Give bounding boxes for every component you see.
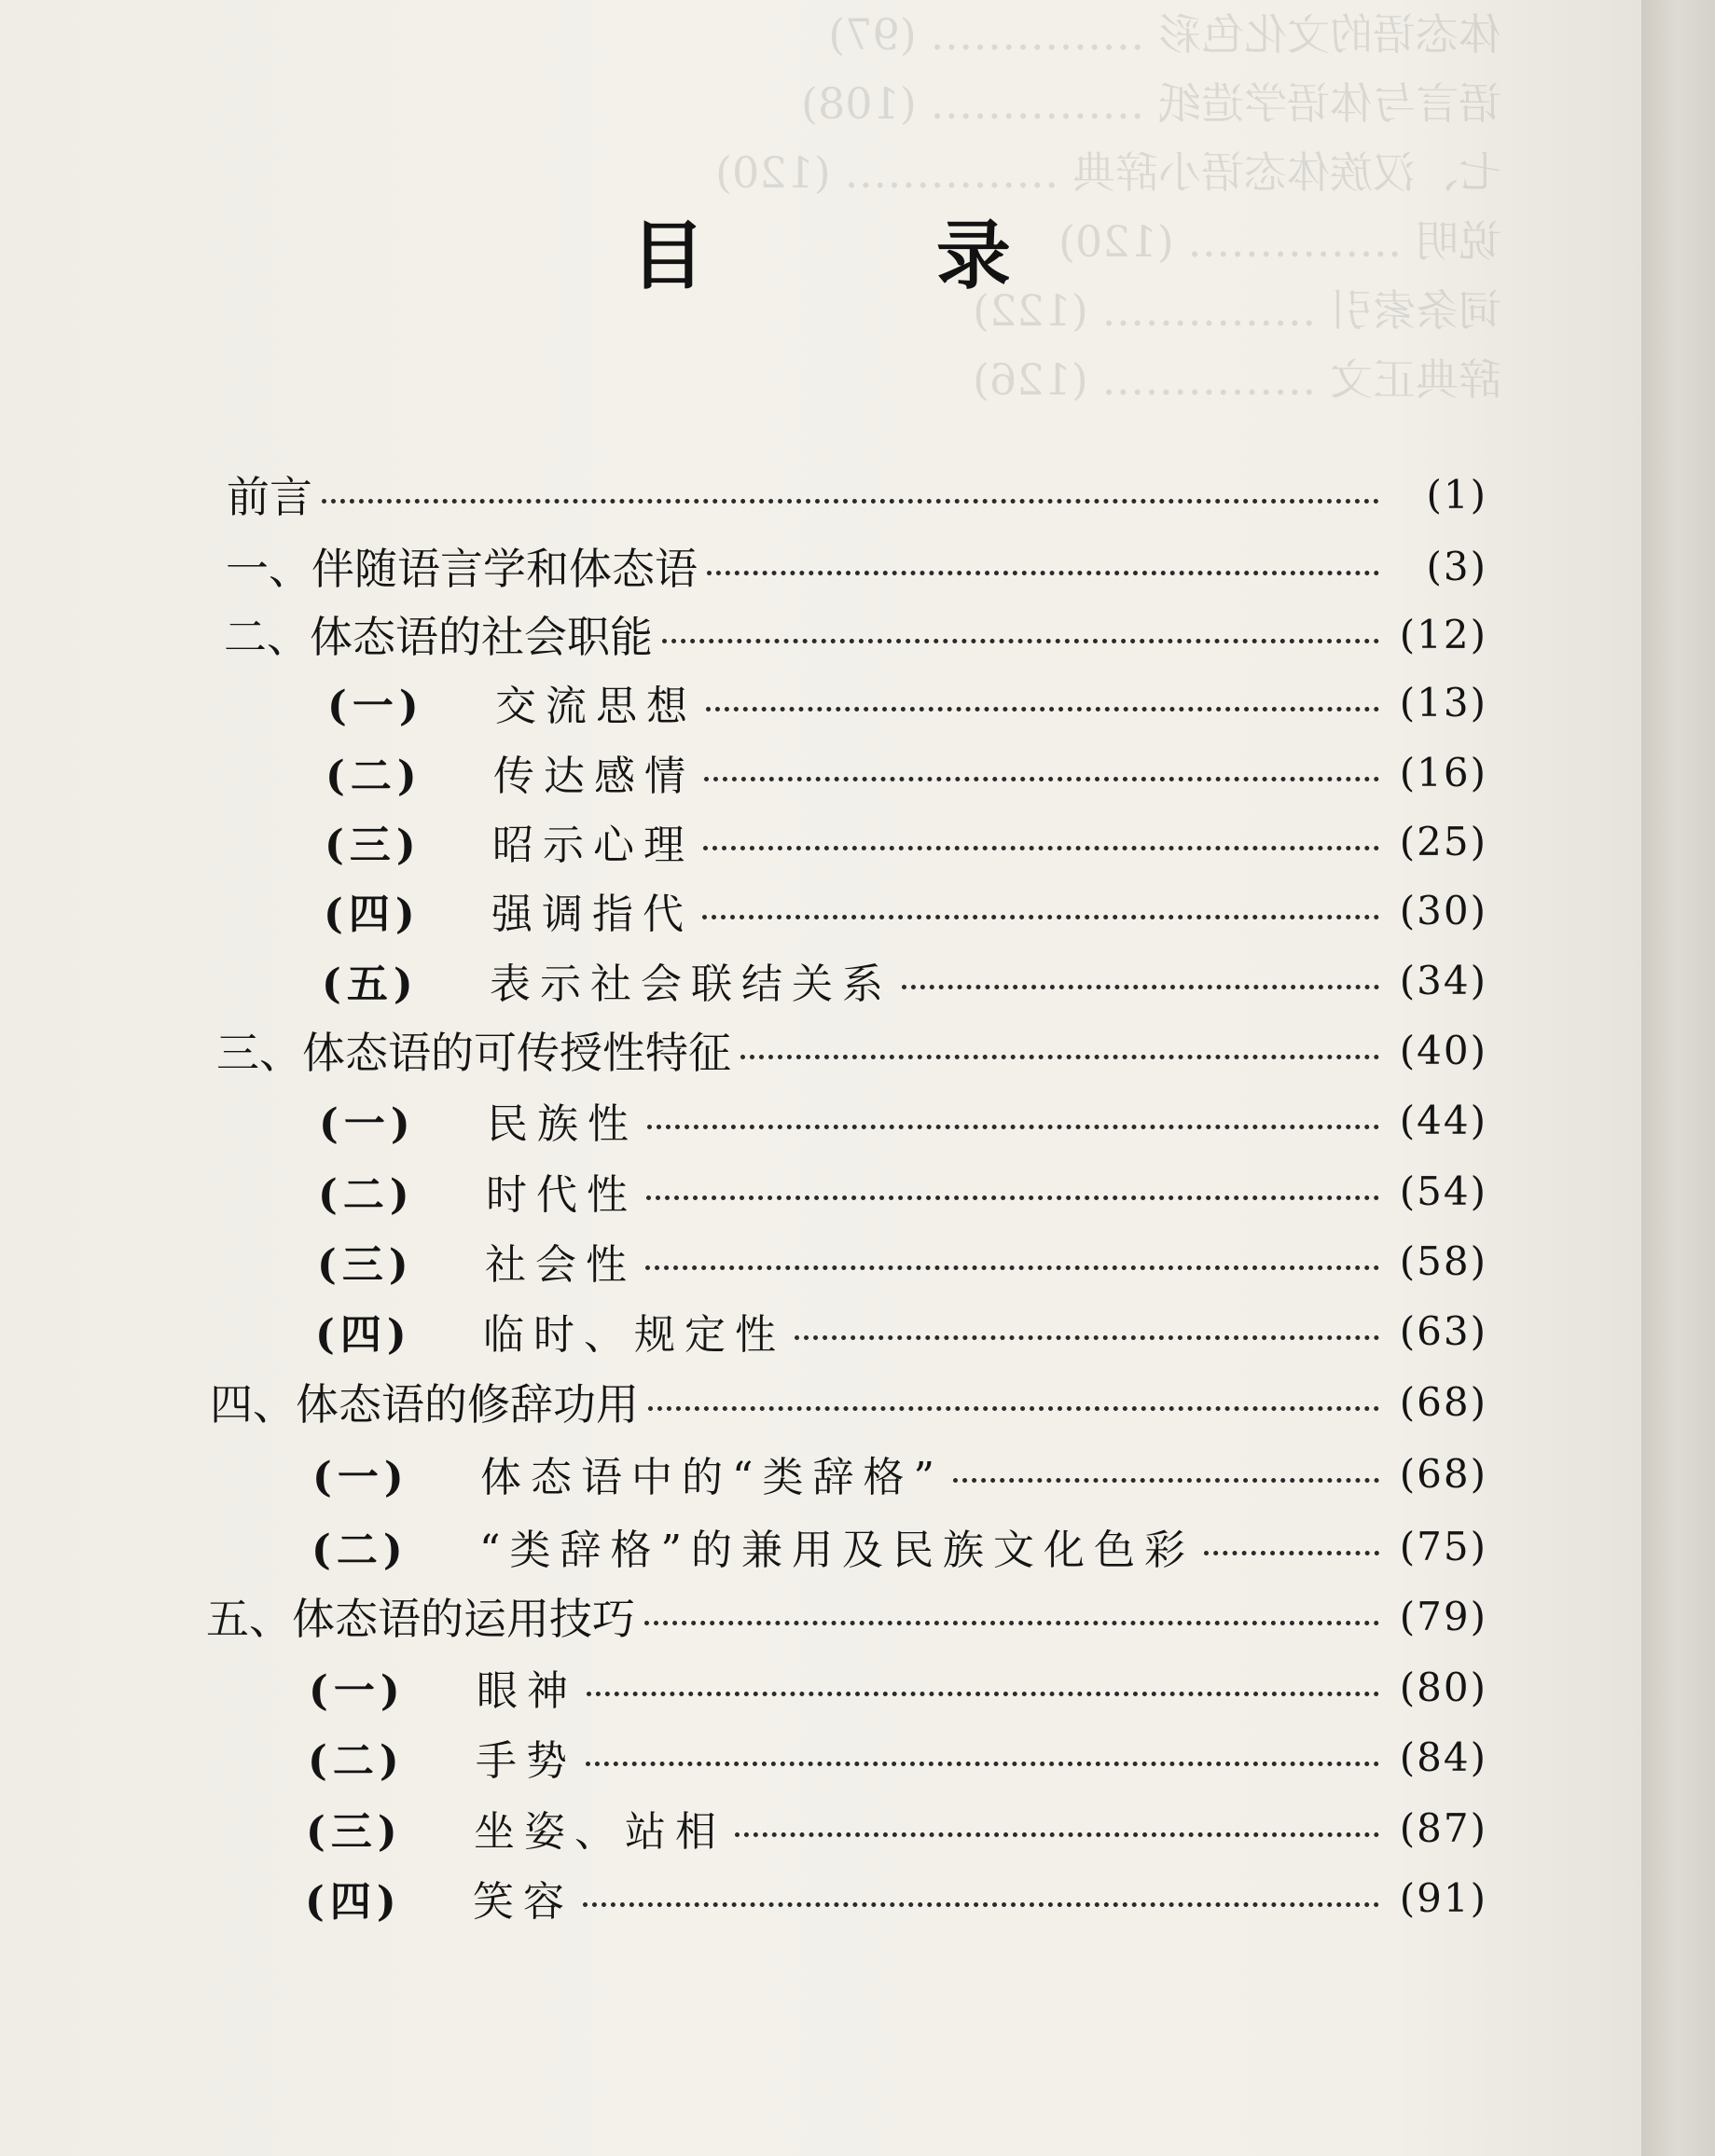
toc-entry-title: 强调指代 (491, 891, 693, 938)
toc-page-number: (91) (1399, 1874, 1487, 1921)
toc-page-number: (44) (1399, 1097, 1487, 1143)
dot-leader (704, 777, 1379, 781)
toc-chapter-row[interactable] (216, 1017, 1487, 1083)
toc-section-number: (二) (311, 1527, 408, 1574)
toc-page-number: (87) (1399, 1804, 1487, 1851)
toc-section-row[interactable] (318, 1158, 1487, 1223)
dot-leader (795, 1335, 1379, 1340)
dot-leader (702, 915, 1379, 919)
toc-entry-title: 一、伴随语言学和体态语 (226, 544, 698, 594)
toc-page-number: (68) (1399, 1450, 1487, 1497)
page-stack-edge (1641, 0, 1715, 2156)
toc-section-number: (二) (318, 1171, 415, 1219)
toc-page-number: (13) (1399, 679, 1487, 726)
toc-page-number: (79) (1399, 1593, 1487, 1639)
toc-page-number: (1) (1426, 471, 1487, 518)
toc-section-row[interactable] (311, 1513, 1487, 1579)
dot-leader (703, 846, 1379, 850)
toc-entry-title: 眼神 (477, 1667, 577, 1715)
toc-page-number: (63) (1399, 1307, 1487, 1354)
toc-section-number: (一) (309, 1667, 406, 1715)
page-title: 目 录 (630, 213, 1113, 299)
toc-chapter-row[interactable] (224, 601, 1487, 667)
toc-section-row[interactable] (319, 1087, 1487, 1153)
toc-entry-title: 表示社会联结关系 (490, 961, 892, 1008)
toc-entry-title: 笑容 (473, 1878, 574, 1926)
toc-page-number: (34) (1399, 957, 1487, 1003)
toc-page-number: (75) (1399, 1523, 1487, 1569)
toc-section-number: (一) (312, 1454, 409, 1501)
dot-leader (662, 639, 1379, 643)
toc-section-row[interactable] (305, 1865, 1487, 1930)
toc-entry-title: 手势 (476, 1737, 576, 1785)
dot-leader (586, 1762, 1379, 1766)
toc-entry-title: 前言 (227, 472, 312, 522)
bleed-line: 语言与体语学造纸 …………… (108) (801, 78, 1501, 129)
dot-leader (583, 1902, 1379, 1907)
toc-chapter-row[interactable] (210, 1369, 1487, 1434)
dot-leader (647, 1125, 1379, 1129)
dot-leader (740, 1055, 1379, 1059)
toc-section-row[interactable] (315, 1298, 1487, 1363)
bleed-line: 辞典正文 …………… (126) (973, 354, 1501, 405)
toc-page-number: (80) (1399, 1664, 1487, 1710)
toc-entry-title: 时代性 (486, 1171, 637, 1219)
toc-page-number: (12) (1399, 611, 1487, 657)
toc-section-number: (四) (324, 891, 421, 938)
toc-section-number: (一) (327, 683, 424, 730)
dot-leader (648, 1406, 1379, 1411)
toc-section-number: (四) (305, 1878, 402, 1926)
toc-section-row[interactable] (327, 670, 1487, 735)
toc-section-row[interactable] (306, 1795, 1487, 1860)
toc-section-row[interactable] (325, 808, 1487, 874)
toc-entry-title: 体态语中的“类辞格” (480, 1454, 944, 1501)
toc-entry-title: 五、体态语的运用技巧 (206, 1594, 635, 1644)
toc-section-row[interactable] (312, 1441, 1487, 1506)
toc-entry-title: 昭示心理 (492, 822, 694, 869)
toc-section-row[interactable] (324, 878, 1487, 943)
toc-page-number: (30) (1399, 887, 1487, 933)
toc-page-number: (68) (1399, 1378, 1487, 1425)
dot-leader (645, 1265, 1379, 1270)
dot-leader (706, 707, 1379, 712)
bleed-line: 体态语的文化色彩 …………… (97) (828, 9, 1501, 60)
toc-section-number: (三) (306, 1808, 403, 1856)
toc-page-number: (3) (1426, 543, 1487, 589)
toc-entry-title: 交流思想 (495, 683, 697, 730)
toc-chapter-row[interactable] (227, 462, 1487, 527)
toc-page-number: (40) (1399, 1027, 1487, 1073)
toc-entry-title: 民族性 (487, 1100, 638, 1148)
toc-section-row[interactable] (308, 1724, 1487, 1790)
toc-chapter-row[interactable] (226, 533, 1487, 599)
dot-leader (902, 985, 1379, 989)
toc-chapter-row[interactable] (206, 1583, 1487, 1649)
toc-page-number: (25) (1399, 818, 1487, 864)
toc-section-number: (二) (308, 1737, 405, 1785)
bleed-line: 词条索引 …………… (122) (973, 285, 1501, 336)
toc-entry-title: 传达感情 (493, 753, 695, 800)
toc-entry-title: 二、体态语的社会职能 (224, 612, 653, 662)
toc-section-row[interactable] (325, 739, 1487, 805)
bleed-line: 说明 …………… (120) (1058, 216, 1501, 267)
toc-entry-title: 四、体态语的修辞功用 (210, 1379, 639, 1430)
toc-entry-title: “类辞格”的兼用及民族文化色彩 (479, 1527, 1195, 1574)
toc-page-number: (54) (1399, 1168, 1487, 1214)
toc-entry-title: 临时、规定性 (483, 1311, 785, 1359)
dot-leader (953, 1478, 1379, 1483)
toc-section-number: (一) (319, 1100, 416, 1148)
toc-entry-title: 三、体态语的可传授性特征 (216, 1028, 731, 1078)
toc-page-number: (58) (1399, 1237, 1487, 1284)
toc-section-number: (二) (325, 753, 422, 800)
dot-leader (644, 1621, 1379, 1625)
dot-leader (322, 499, 1379, 504)
dot-leader (707, 571, 1379, 575)
toc-section-number: (五) (322, 961, 419, 1008)
bleed-line: 七、汉族体态语小辞典 …………… (120) (715, 147, 1501, 198)
toc-section-row[interactable] (322, 947, 1487, 1013)
toc-page-number: (84) (1399, 1734, 1487, 1780)
toc-section-number: (四) (315, 1311, 412, 1359)
dot-leader (735, 1832, 1379, 1837)
dot-leader (1204, 1551, 1379, 1555)
dot-leader (646, 1195, 1379, 1200)
toc-section-row[interactable] (317, 1228, 1487, 1293)
toc-section-number: (三) (317, 1241, 414, 1289)
toc-section-number: (三) (325, 822, 422, 869)
toc-page-number: (16) (1399, 749, 1487, 795)
toc-entry-title: 社会性 (485, 1241, 636, 1289)
toc-section-row[interactable] (309, 1654, 1487, 1720)
dot-leader (587, 1692, 1379, 1696)
toc-entry-title: 坐姿、站相 (474, 1808, 726, 1856)
